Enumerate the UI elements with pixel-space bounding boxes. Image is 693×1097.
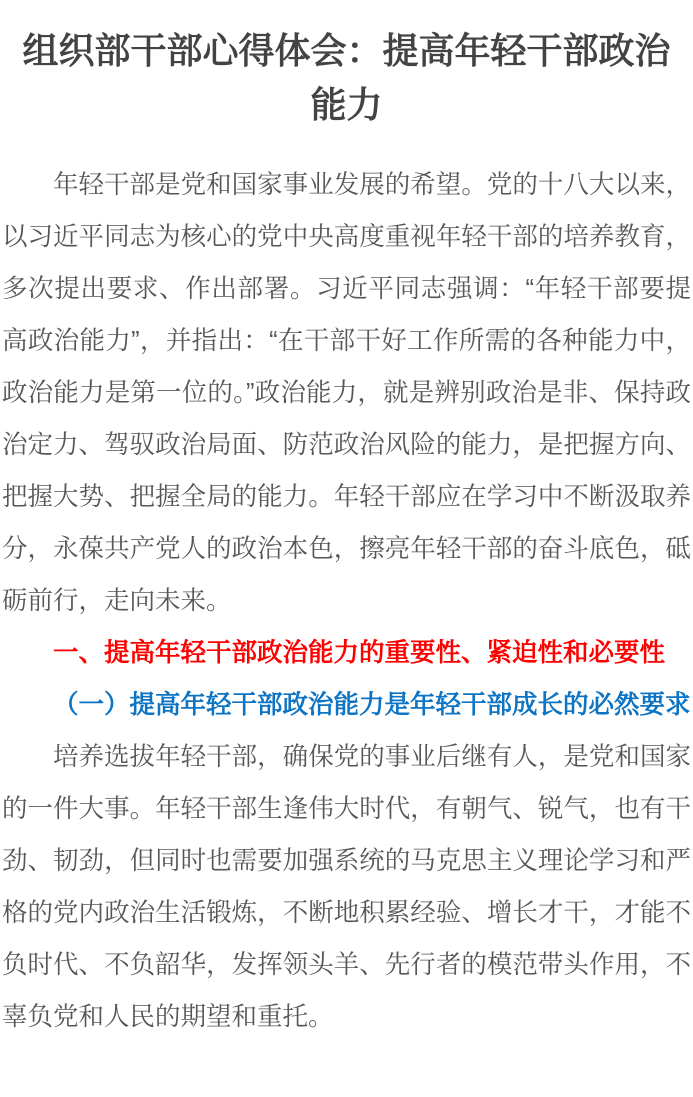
section-heading: 一、提高年轻干部政治能力的重要性、紧迫性和必要性 bbox=[53, 639, 666, 667]
intro-paragraph: 年轻干部是党和国家事业发展的希望。党的十八大以来，以习近平同志为核心的党中央高度重视年轻干部的培养教育，多次提出要求、作出部署。习近平同志强调：“年轻干部要提高政治能力”，并指出：“在干部干好工作所需的各种能力中，政治能力是第一位的。”政治能力，就是辨别政治是非、保持政治定力、驾驭政治局面、防范政治风险的能力，是把握方向、把握大势、把握全局的能力。年轻干部应在学习中不断汲取养分，永葆共产党人的政治本色，擦亮年轻干部的奋斗底色，砥砺前行，走向未来。 bbox=[2, 171, 691, 615]
subsection-heading: （一）提高年轻干部政治能力是年轻干部成长的必然要求 bbox=[53, 691, 691, 719]
article-title: 组织部干部心得体会：提高年轻干部政治能力 bbox=[22, 30, 671, 125]
body-paragraph: 培养选拔年轻干部，确保党的事业后继有人，是党和国家的一件大事。年轻干部生逢伟大时代，有朝气、锐气，也有干劲、韧劲，但同时也需要加强系统的马克思主义理论学习和严格的党内政治生活锻炼，不断地积累经验、增长才干，才能不负时代、不负韶华，发挥领头羊、先行者的模范带头作用，不辜负党和人民的期望和重托。 bbox=[2, 743, 691, 1031]
